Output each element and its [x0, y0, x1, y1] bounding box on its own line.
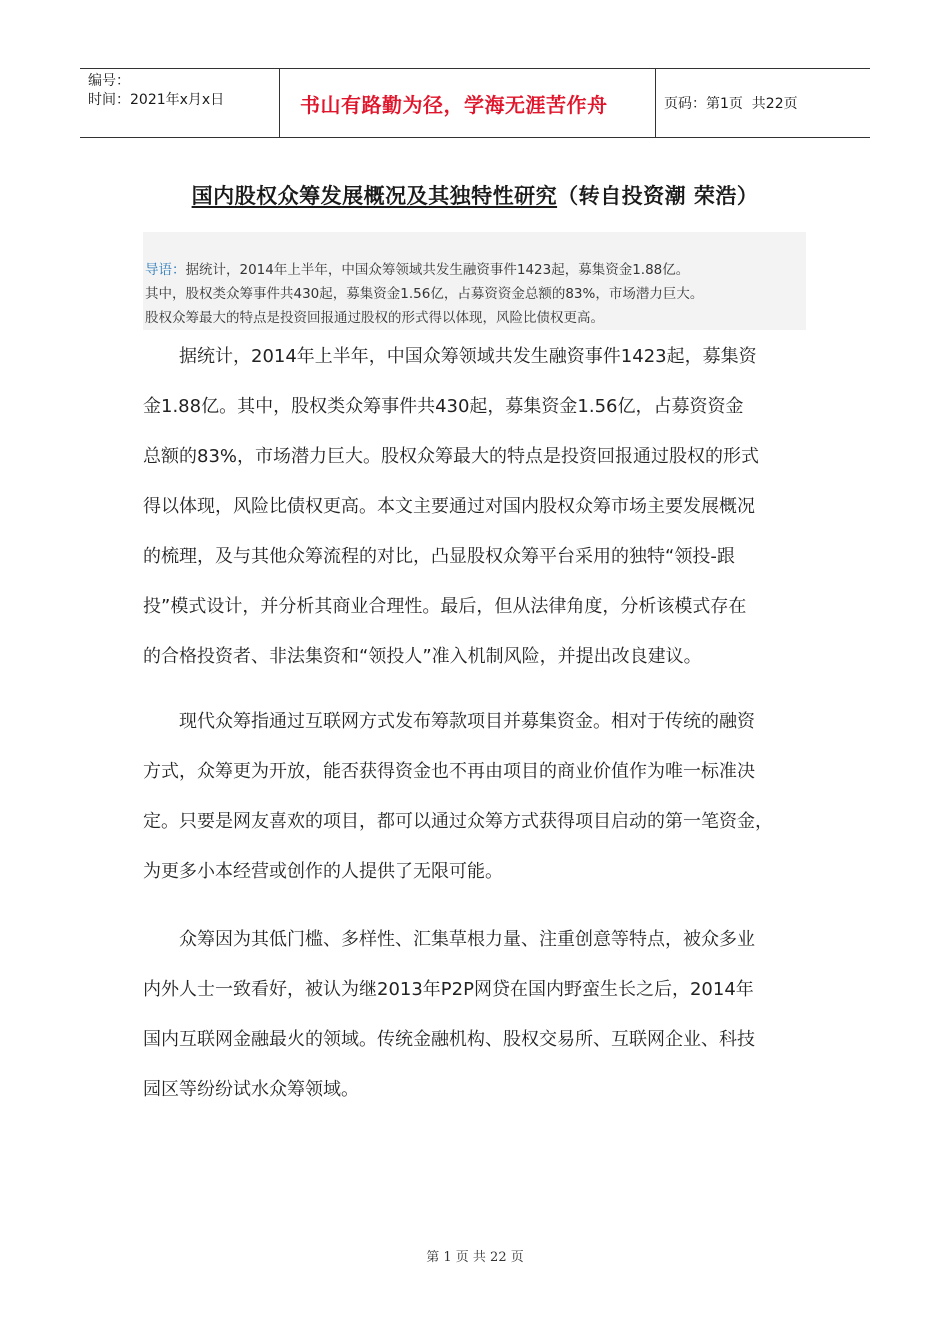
paragraph-line: 定。只要是网友喜欢的项目，都可以通过众筹方式获得项目启动的第一笔资金， — [143, 811, 773, 832]
paragraph-line: 的合格投资者、非法集资和“领投人”准入机制风险，并提出改良建议。 — [143, 646, 702, 667]
paragraph-line: 总额的83%，市场潜力巨大。股权众筹最大的特点是投资回报通过股权的形式 — [143, 446, 760, 467]
header-meta — [80, 69, 280, 137]
paragraph-line: 为更多小本经营或创作的人提供了无限可能。 — [143, 861, 503, 882]
paragraph-line: 金1.88亿。其中，股权类众筹事件共430起，募集资金1.56亿，占募资资金 — [143, 396, 744, 417]
paragraph-line: 据统计，2014年上半年，中国众筹领域共发生融资事件1423起，募集资 — [143, 346, 757, 367]
paragraph-line: 得以体现，风险比债权更高。本文主要通过对国内股权众筹市场主要发展概况 — [143, 496, 755, 517]
body-paragraph-2 — [143, 697, 809, 897]
paragraph-line: 投”模式设计，并分析其商业合理性。最后，但从法律角度，分析该模式存在 — [143, 596, 747, 617]
paragraph-line: 内外人士一致看好，被认为继2013年P2P网贷在国内野蛮生长之后，2014年 — [143, 979, 754, 1000]
intro-box — [143, 232, 806, 330]
paragraph-line: 园区等纷纷试水众筹领域。 — [143, 1079, 359, 1100]
document-header — [80, 68, 870, 138]
title-suffix: （转自投资潮 荣浩） — [557, 184, 759, 208]
paragraph-line: 国内互联网金融最火的领域。传统金融机构、股权交易所、互联网企业、科技 — [143, 1029, 755, 1050]
paragraph-line: 众筹因为其低门槛、多样性、汇集草根力量、注重创意等特点，被众多业 — [143, 929, 755, 950]
body-paragraph-3 — [143, 915, 809, 1115]
paragraph-line: 方式，众筹更为开放，能否获得资金也不再由项目的商业价值作为唯一标准决 — [143, 761, 755, 782]
intro-line: 股权众筹最大的特点是投资回报通过股权的形式得以体现，风险比债权更高。 — [145, 310, 604, 326]
header-motto: 书山有路勤为径，学海无涯苦作舟 — [280, 69, 656, 137]
paragraph-line: 的梳理，及与其他众筹流程的对比，凸显股权众筹平台采用的独特“领投-跟 — [143, 546, 735, 567]
intro-lead: 导语： — [145, 262, 186, 278]
intro-line: 据统计，2014年上半年，中国众筹领域共发生融资事件1423起，募集资金1.88亿。 — [185, 262, 690, 278]
page-footer: 第 1 页 共 22 页 — [426, 1250, 524, 1265]
document-time-label: 时间：2021年x月x日 — [88, 92, 225, 108]
document-number-label: 编号： — [88, 73, 130, 89]
paragraph-line: 现代众筹指通过互联网方式发布筹款项目并募集资金。相对于传统的融资 — [143, 711, 755, 732]
body-paragraph-1 — [143, 332, 809, 682]
title-main: 国内股权众筹发展概况及其独特性研究 — [191, 184, 558, 208]
header-page-info — [656, 69, 870, 137]
document-title — [0, 180, 950, 210]
header-page-info-text: 页码：第1页 共22页 — [664, 96, 798, 112]
intro-line: 其中，股权类众筹事件共430起，募集资金1.56亿，占募资资金总额的83%，市场潜力巨大。 — [145, 286, 704, 302]
